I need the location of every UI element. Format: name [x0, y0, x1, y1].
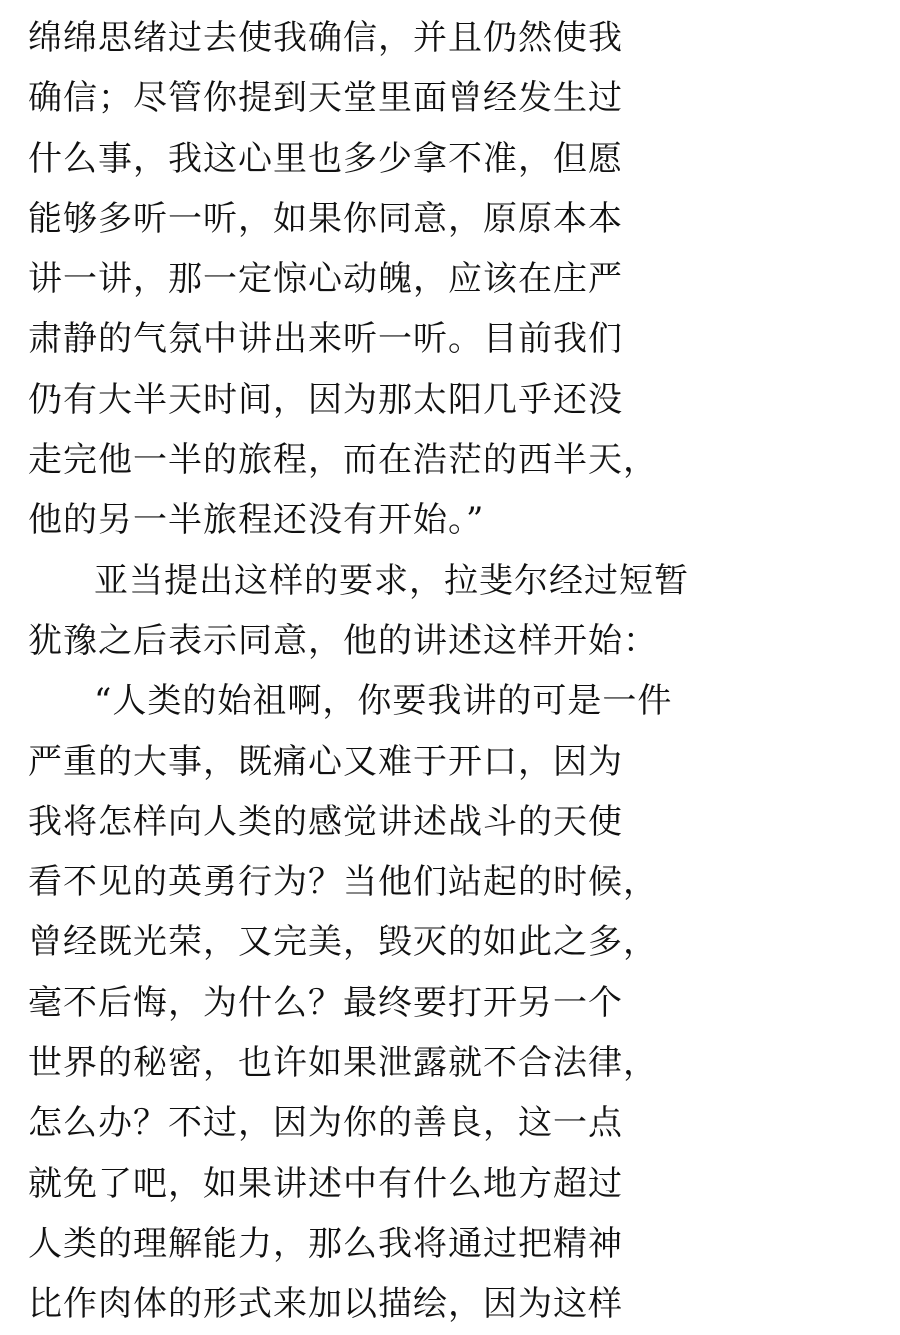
text-line: 走完他一半的旅程，而在浩茫的西半天， [28, 440, 658, 481]
text-line: 毫不后悔，为什么？最终要打开另一个 [28, 982, 623, 1023]
paragraph-start-line: “人类的始祖啊，你要我讲的可是一件 [94, 681, 673, 722]
text-line: 我将怎样向人类的感觉讲述战斗的天使 [28, 801, 623, 842]
text-line: 就免了吧，如果讲述中有什么地方超过 [28, 1163, 623, 1204]
text-body [28, 8, 888, 1335]
text-line: 什么事，我这心里也多少拿不准，但愿 [28, 138, 623, 179]
text-line: 看不见的英勇行为？当他们站起的时候， [28, 862, 658, 903]
text-line: 仍有大半天时间，因为那太阳几乎还没 [28, 379, 623, 420]
text-line: 肃静的气氛中讲出来听一听。目前我们 [28, 319, 623, 360]
text-line: 他的另一半旅程还没有开始。” [28, 500, 485, 541]
text-line: 确信；尽管你提到天堂里面曾经发生过 [28, 78, 623, 119]
text-line: 犹豫之后表示同意，他的讲述这样开始： [28, 620, 658, 661]
text-line: 人类的理解能力，那么我将通过把精神 [28, 1223, 623, 1264]
text-line: 曾经既光荣，又完美，毁灭的如此之多， [28, 922, 658, 963]
text-line: 绵绵思绪过去使我确信，并且仍然使我 [28, 18, 623, 58]
text-line: 怎么办？不过，因为你的善良，这一点 [28, 1103, 623, 1144]
text-line: 能够多听一听，如果你同意，原原本本 [28, 198, 623, 239]
paragraph-start-line: 亚当提出这样的要求，拉斐尔经过短暂 [94, 560, 689, 601]
text-line: 严重的大事，既痛心又难于开口，因为 [28, 741, 623, 782]
text-line: 讲一讲，那一定惊心动魄，应该在庄严 [28, 259, 623, 300]
text-line: 比作肉体的形式来加以描绘，因为这样 [28, 1284, 623, 1325]
text-line: 世界的秘密，也许如果泄露就不合法律， [28, 1043, 658, 1084]
